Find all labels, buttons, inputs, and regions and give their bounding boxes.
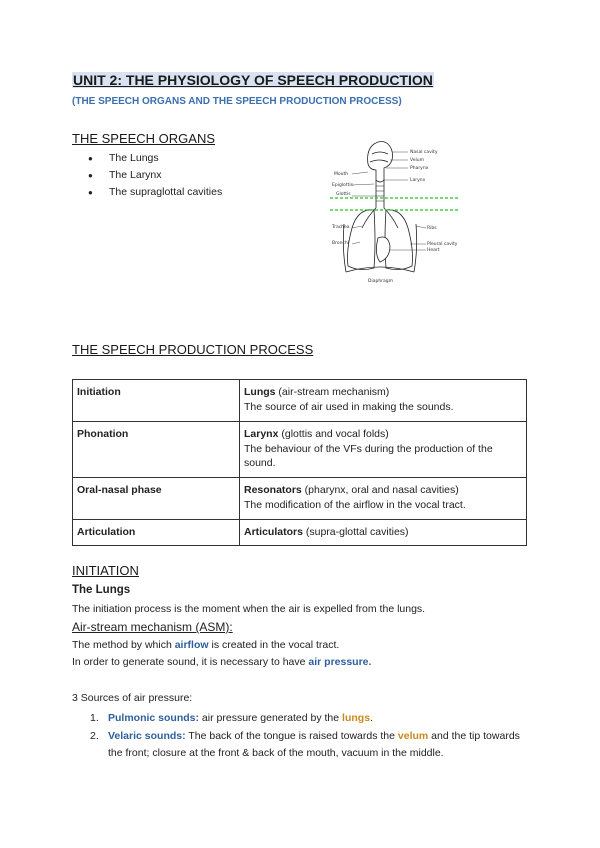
label-trachea: Trachea (332, 225, 350, 230)
lungs-subheading: The Lungs (72, 584, 131, 596)
label-ribs: Ribs (427, 226, 437, 231)
keyword-air-pressure: air pressure. (308, 656, 372, 668)
stage-cell: Phonation (73, 422, 240, 478)
asm-heading: Air-stream mechanism (ASM): (72, 620, 233, 634)
label-bronchi: Bronchi (332, 241, 350, 246)
speech-process-table (72, 379, 527, 546)
left-lung (348, 210, 376, 270)
description-cell: Resonators (pharynx, oral and nasal cavities) The modification of the airflow in the vocal tract. (240, 478, 527, 520)
speech-organs-diagram (330, 138, 480, 288)
stage-cell: Initiation (73, 380, 240, 422)
label-pleural-cavity: Pleural cavity (427, 242, 458, 247)
tongue (370, 160, 388, 162)
list-item: 2. Velaric sounds: The back of the tongue is raised towards the velum and the tip towards the front; closure at the front & back of the mouth, vacuum in the middle. (90, 729, 520, 759)
label-pharynx: Pharynx (410, 166, 429, 171)
table-row (73, 478, 527, 520)
bronchi (362, 208, 398, 228)
bullet-icon: ● (88, 188, 93, 197)
label-larynx: Larynx (410, 178, 426, 183)
description-cell: Lungs (air-stream mechanism) The source of air used in making the sounds. (240, 380, 527, 422)
initiation-heading: INITIATION (72, 563, 139, 578)
table-row (73, 380, 527, 422)
stage-cell: Oral-nasal phase (73, 478, 240, 520)
unit-subtitle: (THE SPEECH ORGANS AND THE SPEECH PRODUCTION PROCESS) (72, 96, 402, 107)
table-row (73, 520, 527, 546)
description-cell: Larynx (glottis and vocal folds) The behaviour of the VFs during the production of the sound. (240, 422, 527, 478)
table-row (73, 422, 527, 478)
label-glottis: Glottis (336, 192, 351, 197)
nasal-cavity (372, 152, 388, 154)
air-pressure-sources-list (90, 710, 530, 763)
stage-cell: Articulation (73, 520, 240, 546)
bullet-icon: ● (88, 154, 93, 163)
right-lung (385, 210, 413, 270)
label-heart: Heart (427, 248, 440, 253)
label-epiglottis: Epiglottis (332, 183, 353, 188)
list-item: 1. Pulmonic sounds: air pressure generated by the lungs. (90, 712, 373, 724)
air-pressure-note: In order to generate sound, it is necessary to have air pressure. (72, 656, 372, 668)
description-cell: Articulators (supra-glottal cavities) (240, 520, 527, 546)
trachea (376, 180, 384, 208)
diaphragm (346, 267, 414, 272)
label-mouth: Mouth (334, 172, 349, 177)
list-item: ● The Larynx (88, 167, 222, 184)
initiation-intro: The initiation process is the moment when the air is expelled from the lungs. (72, 603, 426, 615)
list-item: ● The Lungs (88, 150, 222, 167)
label-nasal-cavity: Nasal cavity (410, 150, 438, 155)
list-item: ● The supraglottal cavities (88, 184, 222, 201)
label-diaphragm: Diaphragm (368, 279, 394, 284)
sources-intro: 3 Sources of air pressure: (72, 692, 193, 704)
heart (376, 237, 390, 262)
speech-production-heading: THE SPEECH PRODUCTION PROCESS (72, 342, 314, 357)
speech-organs-heading: THE SPEECH ORGANS (72, 131, 216, 146)
unit-title: UNIT 2: THE PHYSIOLOGY OF SPEECH PRODUCTION (73, 72, 433, 88)
label-velum: Velum (410, 158, 424, 163)
asm-method: The method by which airflow is created in the vocal tract. (72, 639, 340, 651)
speech-organs-list (88, 150, 222, 201)
keyword-airflow: airflow (174, 639, 209, 651)
bullet-icon: ● (88, 171, 93, 180)
